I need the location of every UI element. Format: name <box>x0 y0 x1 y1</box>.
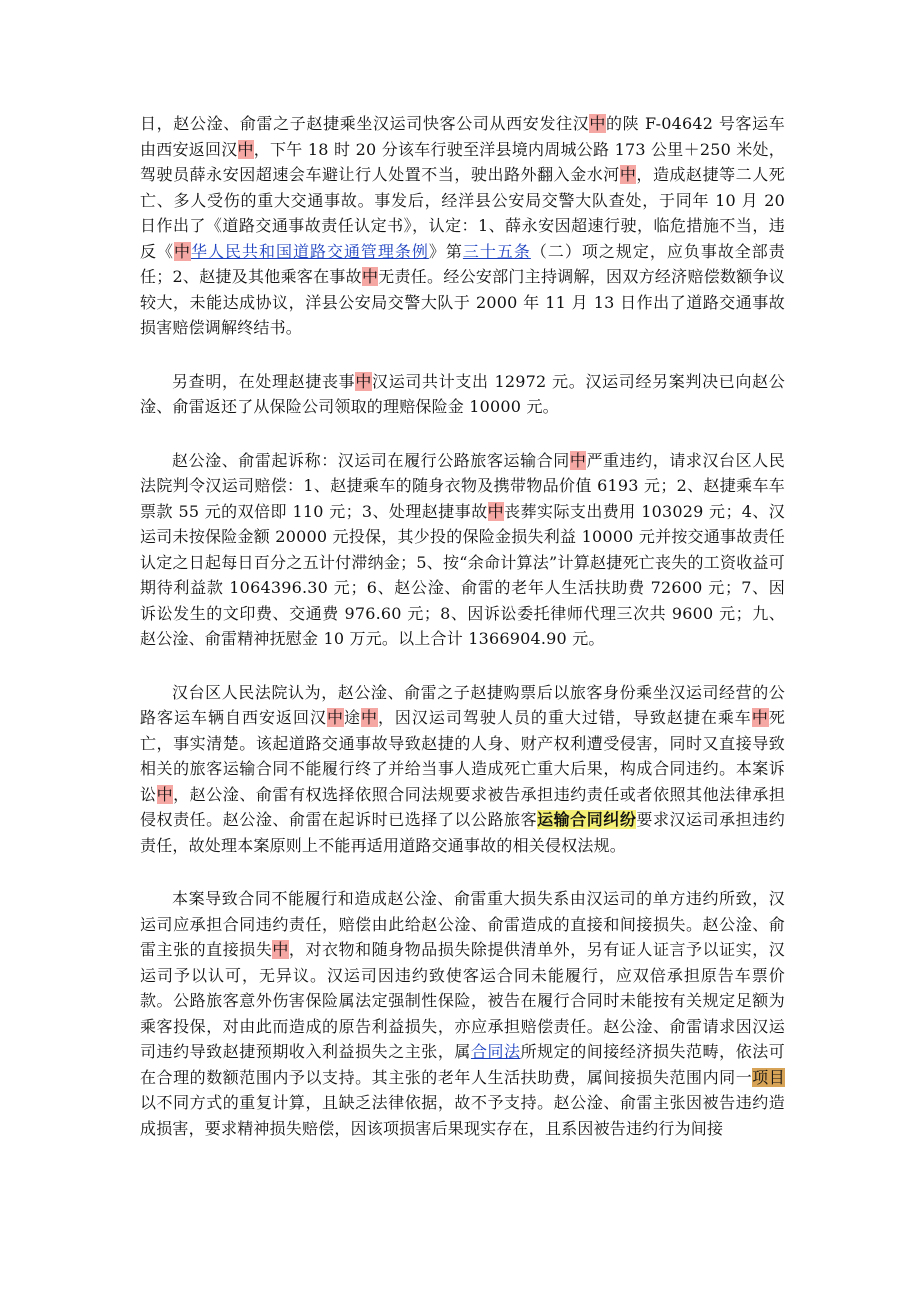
text-run: 》第 <box>428 241 463 261</box>
text-run: 日，赵公淦、俞雷之子赵捷乘坐汉运司快客公司从西安发往汉 <box>140 114 590 133</box>
search-highlight: 中 <box>569 450 587 470</box>
text-run: 无责任。经公安部门主持调解，因双方经济赔偿数额争议较大，未能达成协议，洋县公安局交警大队于 2000 年 11 月 13 日作出了道路交通事故损害赔偿调解终结书。 <box>140 267 785 337</box>
text-run: 赵公淦、俞雷起诉称：汉运司在履行公路旅客运输合同 <box>172 450 570 470</box>
paragraph-4 <box>140 680 785 859</box>
text-run: ，对衣物和随身物品损失除提供清单外，另有证人证言予以证实，汉运司予以认可，无异议。汉运司因违约致使客运合同未能履行，应双倍承担原告车票价款。公路旅客意外伤害保险属法定强制性保险，被告在履行合同时未能按有关规定足额为乘客投保，对由此而造成的原告利益损失，亦应承担赔偿责任。赵公淦、俞雷请求因汉运司违约导致赵捷预期收入利益损失之主张，属 <box>140 940 785 1061</box>
statute-link[interactable]: 华人民共和国道路交通管理条例 <box>191 241 429 261</box>
text-run: 汉台区人民法院认为，赵公淦、俞雷之子赵捷购票后以旅客身份乘坐汉运司经营的公路客运车辆自西安返回汉 <box>140 682 785 727</box>
paragraph-1 <box>140 111 785 341</box>
text-run: ，赵公淦、俞雷有权选择依照合同法规要求被告承担违约责任或者依照其他法律承担侵权责任。赵公淦、俞雷在起诉时已选择了以公路旅客 <box>140 784 786 829</box>
search-highlight: 中 <box>487 501 505 521</box>
text-run: 另查明，在处理赵捷丧事 <box>172 371 356 391</box>
search-highlight: 运输合同纠纷 <box>537 810 637 829</box>
search-highlight: 中 <box>589 114 607 133</box>
search-highlight: 项目 <box>752 1067 785 1087</box>
paragraph-2 <box>140 369 785 420</box>
paragraph-5 <box>140 886 785 1141</box>
text-run: 所规定的间接经济损失范畴，依法可在合理的数额范围内予以支持。其主张的老年人生活扶助费，属间接损失范围内同一 <box>140 1042 785 1087</box>
text-run: 死亡，事实清楚。该起道路交通事故导致赵捷的人身、财产权利遭受侵害，同时又直接导致相关的旅客运输合同不能履行终了并给当事人造成死亡重大后果，构成合同违约。本案诉讼 <box>140 708 786 804</box>
search-highlight: 中 <box>237 139 254 159</box>
search-highlight: 中 <box>619 165 637 184</box>
search-highlight: 中 <box>751 708 769 727</box>
search-highlight: 中 <box>355 371 373 391</box>
text-run: 途 <box>343 708 361 727</box>
text-run: 以不同方式的重复计算，且缺乏法律依据，故不予支持。赵公淦、俞雷主张因被告违约造成损害，要求精神损失赔偿，因该项损害后果现实存在，且系因被告违约行为间接 <box>140 1093 785 1138</box>
search-highlight: 中 <box>326 708 344 727</box>
search-highlight: 中 <box>156 784 174 804</box>
search-highlight: 中 <box>272 940 289 959</box>
text-run: 汉运司共计支出 12972 元。汉运司经另案判决已向赵公淦、俞雷返还了从保险公司领取的理赔保险金 10000 元。 <box>140 371 786 416</box>
paragraph-3 <box>140 448 785 652</box>
statute-link[interactable]: 合同法 <box>470 1042 521 1061</box>
text-run: ，因汉运司驾驶人员的重大过错，导致赵捷在乘车 <box>377 708 752 727</box>
text-run: 严重违约，请求汉台区人民法院判令汉运司赔偿：1、赵捷乘车的随身衣物及携带物品价值 6193 元；2、赵捷乘车车票款 55 元的双倍即 110 元；3、处理赵捷事故 <box>140 450 785 521</box>
document-body <box>140 111 785 1169</box>
search-highlight: 中 <box>360 708 378 727</box>
text-run: ，下午 18 时 20 分该车行驶至洋县境内周城公路 173 公里＋250 米处，驾驶员薛永安因超速会车避让行人处置不当，驶出路外翻入金水河 <box>140 139 786 184</box>
text-run: ，造成赵捷等二人死亡、多人受伤的重大交通事故。事发后，经洋县公安局交警大队查处，于同年 10 月 20 日作出了《道路交通事故责任认定书》，认定：1、薛永安因超速行驶，临危措施不当，违反《 <box>140 165 785 261</box>
text-run: （二）项之规定，应负事故全部责任；2、赵捷及其他乘客在事故 <box>140 241 785 286</box>
search-highlight: 中 <box>361 267 379 286</box>
search-highlight: 中 <box>174 241 191 261</box>
text-run: 本案导致合同不能履行和造成赵公淦、俞雷重大损失系由汉运司的单方违约所致，汉运司应承担合同违约责任，赔偿由此给赵公淦、俞雷造成的直接和间接损失。赵公淦、俞雷主张的直接损失 <box>140 889 785 959</box>
text-run: 要求汉运司承担违约责任，故处理本案原则上不能再适用道路交通事故的相关侵权法规。 <box>140 810 785 855</box>
text-run: 的陕 F-04642 号客运车由西安返回汉 <box>140 114 785 159</box>
statute-link[interactable]: 三十五条 <box>462 241 531 261</box>
text-run: 丧葬实际支出费用 103029 元；4、汉运司未按保险金额 20000 元投保，其少投的保险金损失利益 10000 元并按交通事故责任认定之日起每日百分之五计付滞纳金；5、按“余命计算法”计算赵捷死亡丧失的工资收益可期待利益款 1064396.30 元；6、赵公淦、俞雷的老年人生活扶助费 72600 元；7、因诉讼发生的文印费、交通费 976.60 元；8、因诉讼委托律师代理三次共 9600 元；九、赵公淦、俞雷精神抚慰金 10 万元。以上合计 1366904.90 元。 <box>140 501 785 648</box>
